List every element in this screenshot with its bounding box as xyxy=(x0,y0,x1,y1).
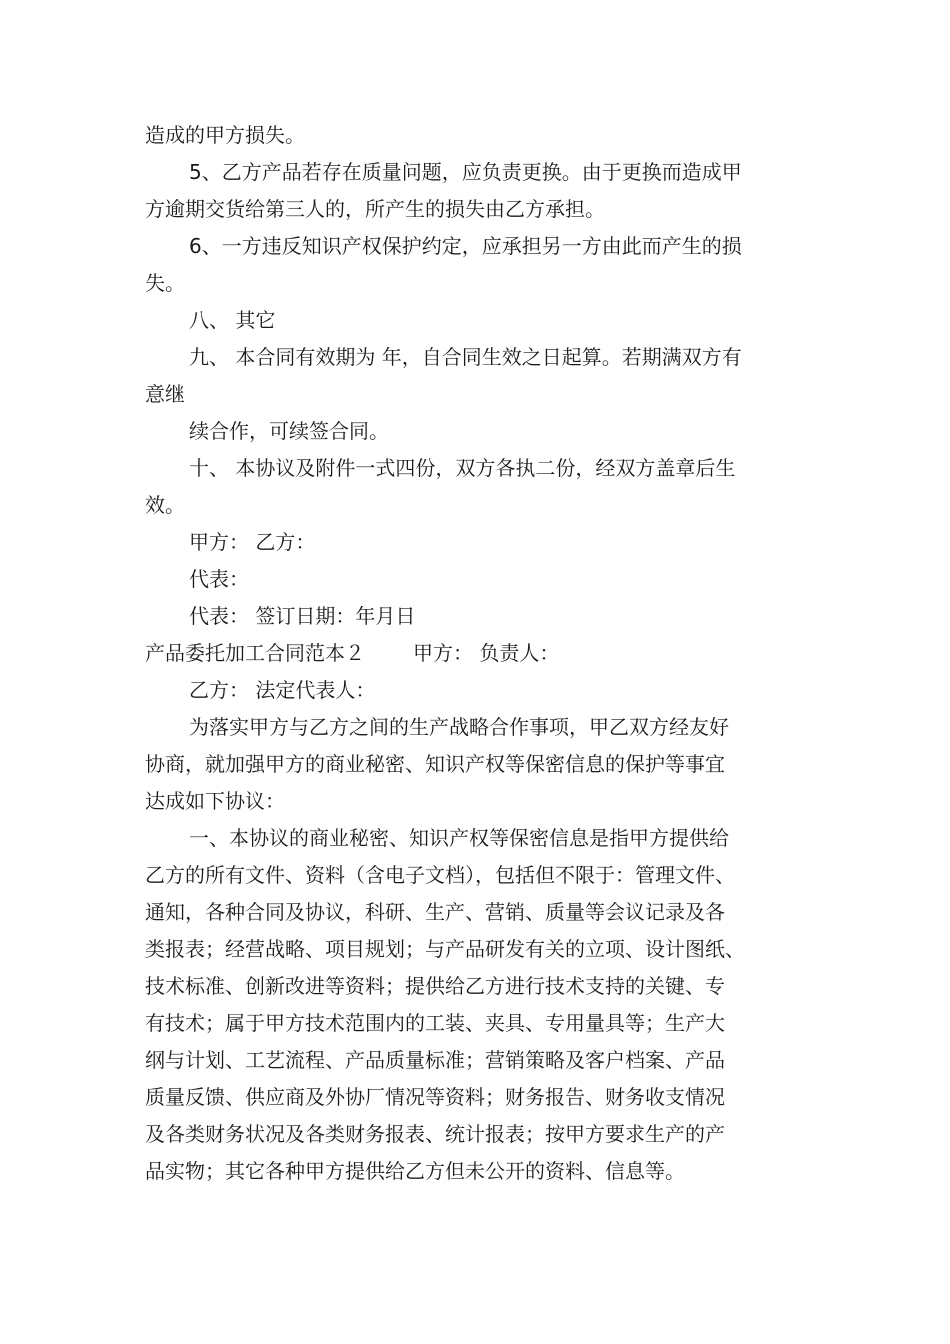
signature-line: 代表： xyxy=(189,567,249,591)
text-line: 纲与计划、工艺流程、产品质量标准；营销策略及客户档案、产品 xyxy=(145,1048,725,1072)
text-line: 乙方的所有文件、资料（含电子文档），包括但不限于：管理文件、 xyxy=(145,863,735,887)
text-line: 及各类财务状况及各类财务报表、统计报表；按甲方要求生产的产 xyxy=(145,1122,725,1146)
text-line: 造成的甲方损失。 xyxy=(145,123,305,147)
signature-line: 代表： 签订日期：年月日 xyxy=(189,604,416,628)
text-line: 方逾期交货给第三人的，所产生的损失由乙方承担。 xyxy=(145,197,605,221)
text-line: 九、 本合同有效期为 年，自合同生效之日起算。若期满双方有 xyxy=(189,345,742,369)
text-line: 有技术；属于甲方技术范围内的工装、夹具、专用量具等；生产大 xyxy=(145,1011,725,1035)
text-line: 通知，各种合同及协议，科研、生产、营销、质量等会议记录及各 xyxy=(145,900,725,924)
section-heading: 八、 其它 xyxy=(189,308,276,332)
document-title-line xyxy=(145,635,835,672)
text-line: 协商，就加强甲方的商业秘密、知识产权等保密信息的保护等事宜 xyxy=(145,752,725,776)
party-a-label: 甲方： 负责人： xyxy=(413,641,560,665)
document-title: 产品委托加工合同范本２ xyxy=(145,641,365,665)
text-line: 类报表；经营战略、项目规划；与产品研发有关的立项、设计图纸、 xyxy=(145,937,745,961)
text-line: 为落实甲方与乙方之间的生产战略合作事项，甲乙双方经友好 xyxy=(189,715,729,739)
text-line: 十、 本协议及附件一式四份，双方各执二份，经双方盖章后生 xyxy=(189,456,736,480)
text-line: 失。 xyxy=(145,271,185,295)
signature-line: 乙方： 法定代表人： xyxy=(189,678,376,702)
text-line: 5、乙方产品若存在质量问题，应负责更换。由于更换而造成甲 xyxy=(189,160,742,184)
signature-line: 甲方： 乙方： xyxy=(189,530,316,554)
document-body xyxy=(145,117,835,1190)
text-line: 6、一方违反知识产权保护约定，应承担另一方由此而产生的损 xyxy=(189,234,742,258)
text-line: 一、本协议的商业秘密、知识产权等保密信息是指甲方提供给 xyxy=(189,826,729,850)
text-line: 达成如下协议： xyxy=(145,789,285,813)
text-line: 续合作，可续签合同。 xyxy=(189,419,389,443)
text-line: 质量反馈、供应商及外协厂情况等资料；财务报告、财务收支情况 xyxy=(145,1085,725,1109)
text-line: 意继 xyxy=(145,382,185,406)
text-line: 效。 xyxy=(145,493,185,517)
text-line: 品实物；其它各种甲方提供给乙方但未公开的资料、信息等。 xyxy=(145,1159,685,1183)
text-line: 技术标准、创新改进等资料；提供给乙方进行技术支持的关键、专 xyxy=(145,974,725,998)
